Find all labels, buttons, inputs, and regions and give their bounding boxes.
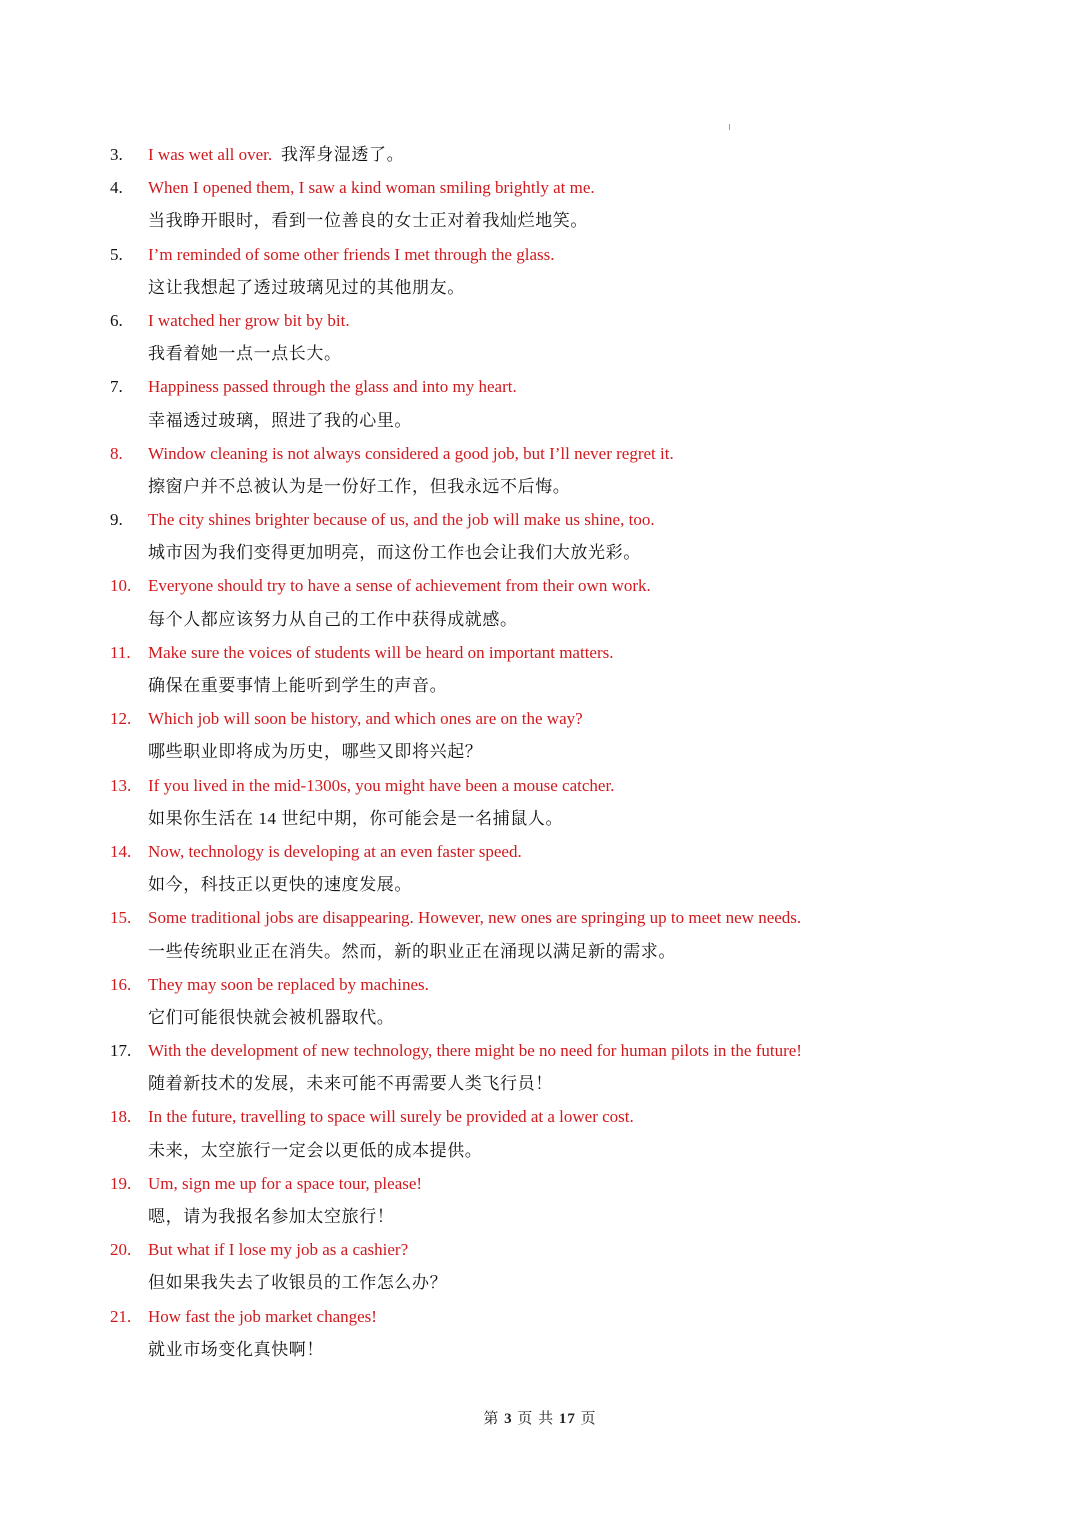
english-sentence: Um, sign me up for a space tour, please! [148,1173,423,1193]
english-sentence: I’m reminded of some other friends I met through the glass. [148,244,555,264]
sentence-list [0,138,1080,1366]
item-number: 12. [110,709,132,729]
sentence-entry [0,901,1080,967]
chinese-translation: 嗯，请为我报名参加太空旅行！ [148,1207,395,1226]
english-sentence: Everyone should try to have a sense of achievement from their own work. [148,576,651,596]
chinese-line [0,603,1080,636]
english-line [0,1300,1080,1333]
english-line [0,968,1080,1001]
footer-suffix: 页 [580,1411,597,1427]
item-number: 5. [110,244,123,264]
english-sentence: Happiness passed through the glass and into my heart. [148,377,517,397]
english-sentence: I was wet all over. [148,145,273,164]
item-number: 11. [110,642,131,662]
english-line [0,702,1080,735]
english-line [0,1167,1080,1200]
english-sentence: When I opened them, I saw a kind woman smiling brightly at me. [148,178,595,198]
page-footer [0,1406,1080,1432]
sentence-entry [0,138,1080,171]
english-sentence: How fast the job market changes! [148,1306,377,1326]
chinese-line [0,1001,1080,1034]
sentence-entry [0,1300,1080,1366]
chinese-translation: 擦窗户并不总被认为是一份好工作，但我永远不后悔。 [148,476,571,496]
english-sentence: They may soon be replaced by machines. [148,974,429,994]
chinese-translation: 每个人都应该努力从自己的工作中获得成就感。 [148,609,518,629]
english-line [0,503,1080,536]
sentence-entry [0,835,1080,901]
chinese-line [0,404,1080,437]
item-number: 18. [110,1107,132,1127]
chinese-translation: 当我睁开眼时，看到一位善良的女士正对着我灿烂地笑。 [148,211,588,231]
english-line [0,171,1080,204]
footer-middle: 页 共 [517,1411,555,1427]
sentence-entry [0,171,1080,237]
chinese-translation: 这让我想起了透过玻璃见过的其他朋友。 [148,277,465,297]
english-line [0,138,1080,171]
english-line [0,901,1080,934]
english-sentence: Make sure the voices of students will be heard on important matters. [148,642,614,662]
english-sentence: I watched her grow bit by bit. [148,310,350,330]
sentence-entry [0,437,1080,503]
chinese-translation-inline: 我浑身湿透了。 [281,145,405,164]
item-number: 10. [110,576,132,596]
sentence-entry [0,304,1080,370]
chinese-line [0,802,1080,835]
chinese-line [0,735,1080,768]
chinese-translation: 如果你生活在 14 世纪中期，你可能会是一名捕鼠人。 [148,808,564,828]
english-line [0,370,1080,403]
sentence-entry [0,1233,1080,1299]
sentence-entry [0,370,1080,436]
footer-total-pages: 17 [558,1411,576,1427]
chinese-translation: 就业市场变化真快啊！ [148,1339,324,1359]
chinese-translation: 幸福透过玻璃，照进了我的心里。 [148,410,412,430]
sentence-entry [0,503,1080,569]
chinese-translation: 但如果我失去了收银员的工作怎么办？ [148,1273,448,1293]
english-sentence: Which job will soon be history, and which ones are on the way? [148,709,583,729]
english-sentence: But what if I lose my job as a cashier? [148,1240,409,1260]
chinese-translation: 我看着她一点一点长大。 [148,344,342,364]
english-line [0,835,1080,868]
footer-current-page: 3 [504,1411,513,1427]
item-number: 14. [110,841,132,861]
chinese-translation: 随着新技术的发展，未来可能不再需要人类飞行员！ [148,1074,553,1094]
sentence-entry [0,1100,1080,1166]
chinese-translation: 如今，科技正以更快的速度发展。 [148,875,412,895]
item-number: 13. [110,775,132,795]
item-number: 16. [110,974,132,994]
sentence-entry [0,569,1080,635]
item-number: 7. [110,377,123,397]
english-sentence: In the future, travelling to space will surely be provided at a lower cost. [148,1107,634,1127]
chinese-line [0,271,1080,304]
english-line [0,1100,1080,1133]
sentence-entry [0,1034,1080,1100]
sentence-entry [0,1167,1080,1233]
chinese-line [0,1067,1080,1100]
item-number: 20. [110,1240,132,1260]
sentence-entry [0,238,1080,304]
english-sentence: Window cleaning is not always considered a good job, but I’ll never regret it. [148,443,674,463]
english-line [0,769,1080,802]
english-line [0,1034,1080,1067]
english-line [0,437,1080,470]
english-line [0,238,1080,271]
english-line [0,636,1080,669]
sentence-entry [0,968,1080,1034]
chinese-translation: 确保在重要事情上能听到学生的声音。 [148,676,448,695]
scan-mark [729,124,730,130]
english-sentence: With the development of new technology, there might be no need for human pilots in the future! [148,1041,802,1061]
item-number: 6. [110,310,123,330]
footer-prefix: 第 [483,1411,500,1427]
sentence-entry [0,702,1080,768]
english-sentence: The city shines brighter because of us, and the job will make us shine, too. [148,510,655,530]
chinese-line [0,470,1080,503]
item-number: 4. [110,178,123,198]
english-line [0,1233,1080,1266]
item-number: 3. [110,145,123,164]
chinese-line [0,536,1080,569]
chinese-line [0,204,1080,237]
english-sentence: Now, technology is developing at an even faster speed. [148,841,522,861]
english-line [0,304,1080,337]
sentence-entry [0,636,1080,702]
chinese-line [0,935,1080,968]
item-number: 19. [110,1173,132,1193]
chinese-translation: 未来，太空旅行一定会以更低的成本提供。 [148,1140,483,1160]
item-number: 15. [110,908,132,928]
english-line [0,569,1080,602]
chinese-translation: 它们可能很快就会被机器取代。 [148,1007,395,1027]
chinese-line [0,868,1080,901]
chinese-translation: 城市因为我们变得更加明亮，而这份工作也会让我们大放光彩。 [148,543,641,563]
chinese-line [0,337,1080,370]
english-sentence: Some traditional jobs are disappearing. However, new ones are springing up to meet new needs. [148,908,802,928]
item-number: 17. [110,1041,132,1061]
chinese-line [0,1333,1080,1366]
chinese-line [0,1134,1080,1167]
chinese-translation: 一些传统职业正在消失。然而，新的职业正在涌现以满足新的需求。 [148,941,676,961]
english-sentence: If you lived in the mid-1300s, you might have been a mouse catcher. [148,775,615,795]
chinese-line [0,1266,1080,1299]
item-number: 8. [110,443,123,463]
sentence-entry [0,769,1080,835]
chinese-line [0,669,1080,702]
chinese-translation: 哪些职业即将成为历史，哪些又即将兴起？ [148,742,483,762]
item-number: 9. [110,510,123,530]
item-number: 21. [110,1306,132,1326]
chinese-line [0,1200,1080,1233]
